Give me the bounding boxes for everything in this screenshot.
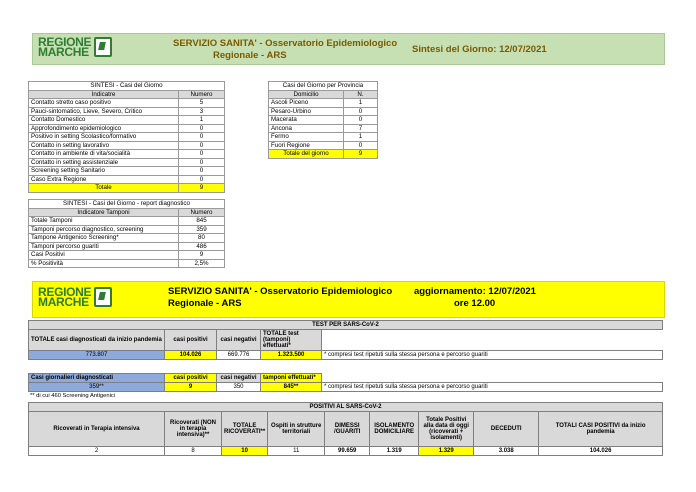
row-label: % Positività bbox=[29, 259, 179, 268]
pos-h7: DECEDUTI bbox=[474, 412, 539, 447]
table-row bbox=[29, 99, 225, 108]
row-value: 1 bbox=[344, 133, 378, 142]
regione-marche-logo bbox=[38, 37, 112, 57]
casi-giorno-col1: Indicatre bbox=[29, 90, 179, 99]
tamponi-col1: Indicatore Tamponi bbox=[29, 208, 179, 217]
row-label: Pesaro-Urbino bbox=[269, 107, 344, 116]
row-label: Approfondimento epidemiologico bbox=[29, 124, 179, 133]
pos-h2: TOTALE RICOVERATI** bbox=[222, 412, 268, 447]
header-title-line2: Regionale - ARS bbox=[213, 50, 287, 61]
provincia-col2: N. bbox=[344, 90, 378, 99]
table-row bbox=[29, 141, 225, 150]
row-label: Contatto Domestico bbox=[29, 116, 179, 125]
pos-v4: 99.659 bbox=[325, 447, 370, 456]
giorn-note: * compresi test ripetuti sulla stessa persona e percorso guariti bbox=[322, 383, 663, 392]
giorn-v2: 9 bbox=[165, 383, 217, 392]
row-value: 5 bbox=[179, 99, 225, 108]
tamponi-table bbox=[28, 199, 225, 268]
row-value: 2,5% bbox=[179, 259, 225, 268]
row-label: Tamponi percorso diagnostico, screening bbox=[29, 225, 179, 234]
table-row bbox=[29, 217, 225, 226]
header-title-line1: SERVIZIO SANITA' - Osservatorio Epidemiologico bbox=[173, 38, 398, 49]
header-date: Sintesi del Giorno: 12/07/2021 bbox=[412, 44, 547, 55]
row-value: 0 bbox=[179, 141, 225, 150]
test-note: * compresi test ripetuti sulla stessa persona e percorso guariti bbox=[322, 351, 663, 360]
row-value: 0 bbox=[179, 124, 225, 133]
row-value: 359 bbox=[179, 225, 225, 234]
giorn-v1: 359** bbox=[29, 383, 165, 392]
update-title-line2: Regionale - ARS bbox=[168, 298, 242, 309]
row-label: Positivo in setting Scolastico/formativo bbox=[29, 133, 179, 142]
row-label: Totale Tamponi bbox=[29, 217, 179, 226]
test-title: TEST PER SARS-CoV-2 bbox=[29, 321, 663, 330]
row-value: 0 bbox=[179, 175, 225, 184]
row-label: Tampone Antigenico Screening* bbox=[29, 234, 179, 243]
test-v2: 104.026 bbox=[165, 351, 217, 360]
row-label: Contatto stretto caso positivo bbox=[29, 99, 179, 108]
row-label: Screening setting Sanitario bbox=[29, 167, 179, 176]
table-row bbox=[29, 225, 225, 234]
update-date: aggiornamento: 12/07/2021 bbox=[414, 286, 536, 297]
total-value: 9 bbox=[179, 184, 225, 193]
row-label: Ancona bbox=[269, 124, 344, 133]
row-label: Fermo bbox=[269, 133, 344, 142]
row-value: 1 bbox=[179, 116, 225, 125]
casi-giorno-table bbox=[28, 81, 225, 193]
provincia-col1: Domicilio bbox=[269, 90, 344, 99]
table-row bbox=[269, 99, 378, 108]
pos-h5: ISOLAMENTO DOMICILIARE bbox=[370, 412, 419, 447]
provincia-table bbox=[268, 81, 378, 159]
row-value: 0 bbox=[344, 141, 378, 150]
table-row bbox=[29, 175, 225, 184]
row-label: Ascoli Piceno bbox=[269, 99, 344, 108]
giorn-v3: 350 bbox=[217, 383, 261, 392]
giorn-h2: casi positivi bbox=[165, 374, 217, 383]
row-label: Tamponi percorso guariti bbox=[29, 242, 179, 251]
test-h2: casi positivi bbox=[165, 330, 217, 351]
total-label: Totale bbox=[29, 184, 179, 193]
casi-giorno-col2: Numero bbox=[179, 90, 225, 99]
logo-mark-icon bbox=[94, 37, 112, 57]
table-row bbox=[269, 133, 378, 142]
pos-v3: 11 bbox=[268, 447, 325, 456]
table-row bbox=[29, 133, 225, 142]
logo-line1: REGIONE bbox=[38, 35, 92, 49]
logo-line2: MARCHE bbox=[38, 295, 89, 309]
pos-v7: 3.038 bbox=[474, 447, 539, 456]
logo-line1: REGIONE bbox=[38, 285, 92, 299]
row-value: 486 bbox=[179, 242, 225, 251]
giorn-v4: 845** bbox=[261, 383, 322, 392]
test-h3: casi negativi bbox=[217, 330, 261, 351]
table-row bbox=[269, 141, 378, 150]
test-v1: 773.807 bbox=[29, 351, 165, 360]
row-value: 80 bbox=[179, 234, 225, 243]
test-h1: TOTALE casi diagnosticati da inizio pandemia bbox=[29, 330, 165, 351]
table-row bbox=[269, 107, 378, 116]
pos-h3: Ospiti in strutture territoriali bbox=[268, 412, 325, 447]
pos-h4: DIMESSI /GUARITI bbox=[325, 412, 370, 447]
row-label: Fuori Regione bbox=[269, 141, 344, 150]
row-label: Pauci-sintomatico, Lieve, Severo, Critico bbox=[29, 107, 179, 116]
table-row bbox=[29, 116, 225, 125]
positivi-title: POSITIVI AL SARS-CoV-2 bbox=[29, 403, 663, 412]
row-value: 0 bbox=[179, 158, 225, 167]
row-value: 0 bbox=[179, 167, 225, 176]
pos-v1: 8 bbox=[165, 447, 222, 456]
pos-h0: Ricoverati in Terapia intensiva bbox=[29, 412, 165, 447]
row-label: Contatto in setting lavorativo bbox=[29, 141, 179, 150]
row-value: 9 bbox=[179, 251, 225, 260]
table-row bbox=[29, 107, 225, 116]
table-row bbox=[29, 251, 225, 260]
table-row bbox=[29, 158, 225, 167]
row-value: 3 bbox=[179, 107, 225, 116]
total-label: Totale del giorno bbox=[269, 150, 344, 159]
giorn-h1: Casi giornalieri diagnosticati bbox=[29, 374, 165, 383]
provincia-title: Casi del Giorno per Provincia bbox=[269, 82, 378, 91]
giorn-footnote: ** di cui 460 Screening Antigenici bbox=[30, 393, 116, 399]
row-value: 0 bbox=[344, 107, 378, 116]
row-value: 0 bbox=[179, 150, 225, 159]
pos-v6: 1.329 bbox=[419, 447, 474, 456]
row-label: Macerata bbox=[269, 116, 344, 125]
table-row bbox=[29, 167, 225, 176]
table-row bbox=[29, 234, 225, 243]
logo-mark-icon bbox=[94, 287, 112, 307]
pos-h1: Ricoverati (NON in terapia intensiva)** bbox=[165, 412, 222, 447]
test-table bbox=[28, 320, 663, 360]
logo-line2: MARCHE bbox=[38, 45, 89, 59]
test-v4: 1.323.500 bbox=[261, 351, 322, 360]
row-value: 845 bbox=[179, 217, 225, 226]
giornalieri-table bbox=[28, 373, 663, 392]
table-row bbox=[269, 124, 378, 133]
table-row bbox=[29, 150, 225, 159]
row-value: 7 bbox=[344, 124, 378, 133]
positivi-table bbox=[28, 402, 663, 456]
giorn-h4: tamponi effettuati* bbox=[261, 374, 322, 383]
tamponi-col2: Numero bbox=[179, 208, 225, 217]
table-row bbox=[29, 124, 225, 133]
total-row bbox=[29, 184, 225, 193]
regione-marche-logo bbox=[38, 287, 112, 307]
row-value: 0 bbox=[344, 116, 378, 125]
giorn-h3: casi negativi bbox=[217, 374, 261, 383]
table-row bbox=[269, 116, 378, 125]
pos-v5: 1.319 bbox=[370, 447, 419, 456]
casi-giorno-title: SINTESI - Casi del Giorno bbox=[29, 82, 225, 91]
row-value: 1 bbox=[344, 99, 378, 108]
total-row bbox=[269, 150, 378, 159]
pos-v8: 104.026 bbox=[539, 447, 663, 456]
row-label: Contatto in setting assistenziale bbox=[29, 158, 179, 167]
pos-h8: TOTALI CASI POSITIVI da inizio pandemia bbox=[539, 412, 663, 447]
test-v3: 669.776 bbox=[217, 351, 261, 360]
row-label: Casi Positivi bbox=[29, 251, 179, 260]
table-row bbox=[29, 259, 225, 268]
update-time: ore 12.00 bbox=[454, 298, 496, 309]
row-label: Caso Extra Regione bbox=[29, 175, 179, 184]
pos-v2: 10 bbox=[222, 447, 268, 456]
pos-h6: Totale Positivi alla data di oggi (ricoverati + isolamenti) bbox=[419, 412, 474, 447]
test-h4: TOTALE test (tamponi) effettuati* bbox=[261, 330, 322, 351]
total-value: 9 bbox=[344, 150, 378, 159]
row-value: 0 bbox=[179, 133, 225, 142]
tamponi-title: SINTESI - Casi del Giorno - report diagnostico bbox=[29, 200, 225, 209]
row-label: Contatto in ambiente di vita/socialità bbox=[29, 150, 179, 159]
pos-v0: 2 bbox=[29, 447, 165, 456]
update-title-line1: SERVIZIO SANITA' - Osservatorio Epidemiologico bbox=[168, 286, 393, 297]
table-row bbox=[29, 242, 225, 251]
